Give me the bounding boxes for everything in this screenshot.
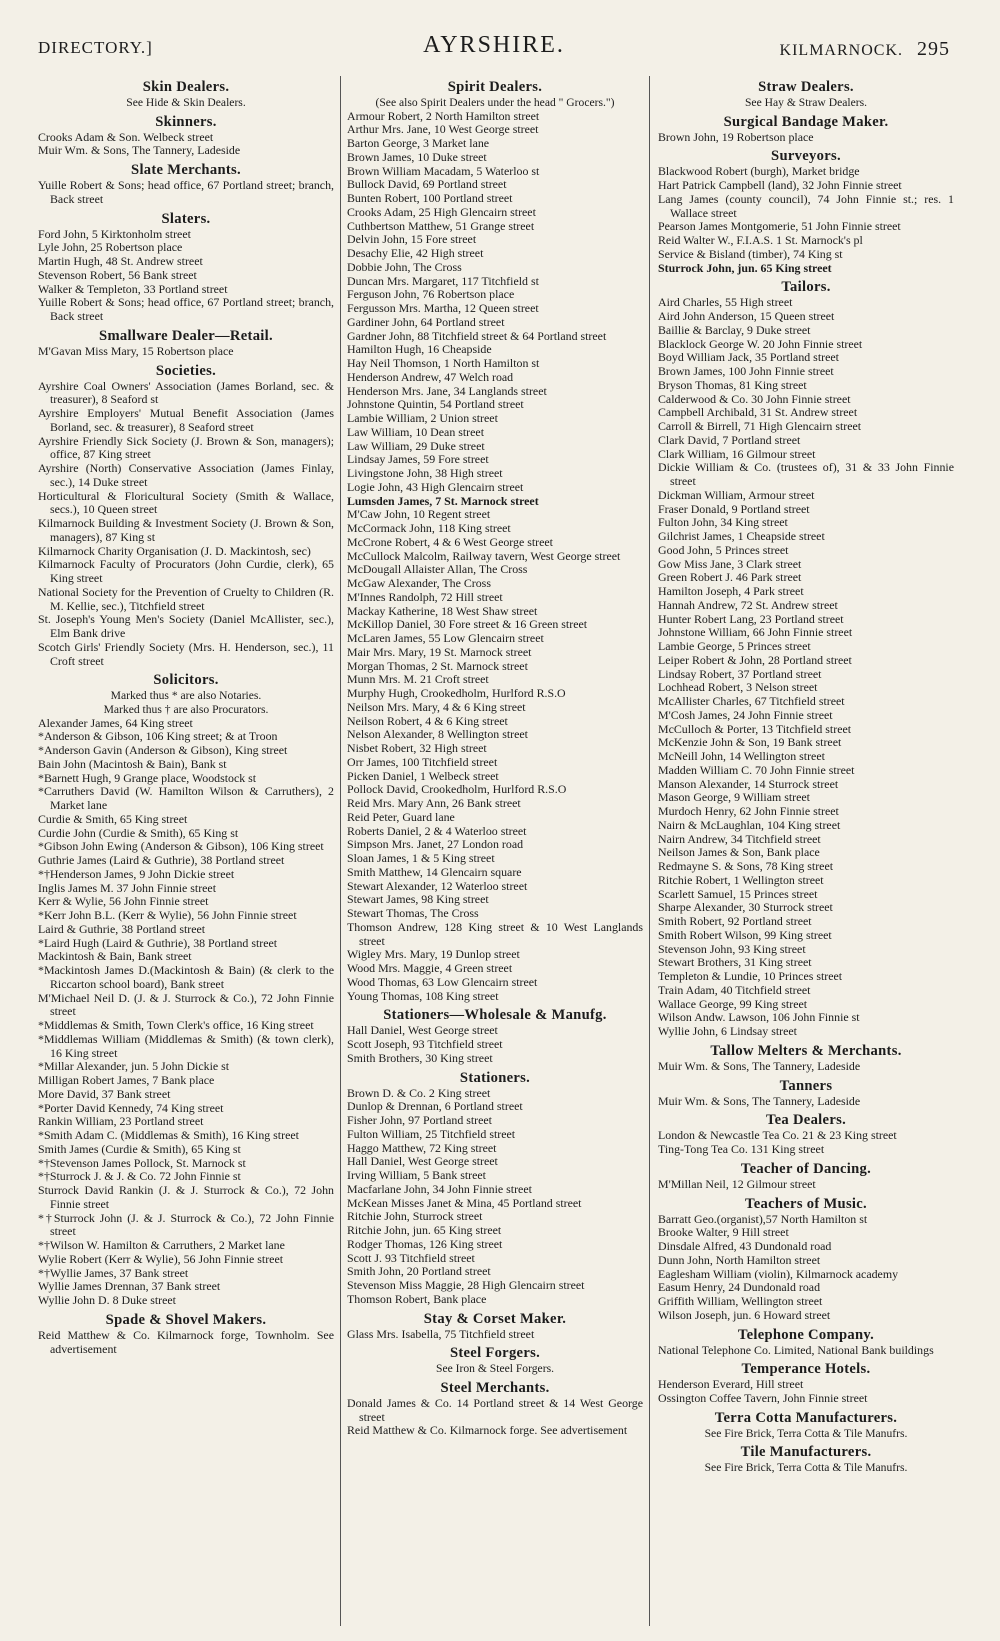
directory-entry: McKillop Daniel, 30 Fore street & 16 Green street	[347, 617, 588, 632]
directory-entry: Sloan James, 1 & 5 King street	[347, 851, 495, 866]
directory-section	[658, 1043, 954, 1074]
directory-section	[38, 211, 334, 324]
directory-section	[658, 79, 954, 110]
directory-entry: Lyle John, 25 Robertson place	[38, 240, 183, 255]
directory-section	[658, 1444, 954, 1475]
section-note: See Hide & Skin Dealers.	[126, 96, 246, 109]
directory-section	[658, 1361, 954, 1406]
directory-entry: Henderson Mrs. Jane, 34 Langlands street	[347, 383, 547, 398]
directory-entry: Simpson Mrs. Janet, 27 London road	[347, 837, 524, 852]
directory-entry: Ting-Tong Tea Co. 131 King street	[658, 1142, 825, 1157]
directory-entry: Ritchie Robert, 1 Wellington street	[658, 872, 824, 887]
directory-entry: Smith Robert, 92 Portland street	[658, 914, 812, 929]
directory-entry: Bullock David, 69 Portland street	[347, 177, 507, 192]
directory-section	[658, 1078, 954, 1109]
section-heading: Stay & Corset Maker.	[423, 1310, 567, 1327]
directory-entry: Wilson Joseph, jun. 6 Howard street	[658, 1307, 831, 1322]
directory-entry: Yuille Robert & Sons; head office, 67 Portland street; branch, Back street	[38, 295, 334, 324]
directory-entry: Laird & Guthrie, 38 Portland street	[38, 921, 206, 936]
section-heading: Straw Dealers.	[758, 79, 854, 95]
directory-entry: Clark William, 16 Gilmour street	[658, 446, 816, 461]
section-heading: Skin Dealers.	[142, 79, 230, 95]
directory-entry: Brown James, 10 Duke street	[347, 149, 487, 164]
directory-entry: Nairn & McLaughlan, 104 King street	[658, 817, 841, 832]
section-heading: Tallow Melters & Merchants.	[710, 1042, 902, 1059]
directory-entry: Thomson Andrew, 128 King street & 10 West Langlands street	[347, 919, 643, 948]
directory-entry: Muir Wm. & Sons, The Tannery, Ladeside	[38, 143, 241, 158]
section-heading: Slate Merchants.	[131, 162, 241, 179]
directory-entry: Scott Joseph, 93 Titchfield street	[347, 1037, 503, 1052]
directory-entry: Hall Daniel, West George street	[347, 1154, 498, 1169]
directory-entry: Dickie William & Co. (trustees of), 31 & 33 John Finnie street	[658, 460, 954, 489]
directory-entry: McGaw Alexander, The Cross	[347, 576, 491, 591]
directory-entry: Scott J. 93 Titchfield street	[347, 1250, 475, 1265]
section-heading: Teacher of Dancing.	[740, 1160, 872, 1177]
directory-section	[658, 1161, 954, 1192]
directory-entry: Henderson Andrew, 47 Welch road	[347, 369, 514, 384]
directory-entry: Ayrshire Coal Owners' Association (James Borland, sec. & treasurer), 8 Seaford st	[38, 378, 334, 407]
section-heading: Tailors.	[781, 279, 831, 296]
directory-entry: Law William, 29 Duke street	[347, 438, 485, 453]
directory-section	[347, 79, 643, 1003]
directory-entry: *Mackintosh James D.(Mackintosh & Bain) (& clerk to the Riccarton school board), Bank street	[38, 963, 334, 991]
directory-entry: Fisher John, 97 Portland street	[347, 1113, 492, 1128]
directory-entry: Donald James & Co. 14 Portland street & 14 West George street	[347, 1395, 643, 1424]
directory-entry: M'Innes Randolph, 72 Hill street	[347, 589, 503, 604]
directory-section	[347, 1380, 643, 1438]
directory-entry: McKean Misses Janet & Mina, 45 Portland street	[347, 1195, 582, 1210]
directory-entry: Lambie William, 2 Union street	[347, 411, 498, 426]
directory-entry: McLaren James, 55 Low Glencairn street	[347, 631, 544, 646]
directory-entry: Bryson Thomas, 81 King street	[658, 377, 807, 392]
directory-entry: Stewart Brothers, 31 King street	[658, 955, 812, 970]
directory-entry: Campbell Archibald, 31 St. Andrew street	[658, 405, 858, 420]
directory-entry: Scotch Girls' Friendly Society (Mrs. H. Henderson, sec.), 11 Croft street	[38, 639, 334, 668]
directory-entry: Hannah Andrew, 72 St. Andrew street	[658, 597, 838, 612]
directory-section	[38, 363, 334, 669]
directory-entry: Wylie Robert (Kerr & Wylie), 56 John Finnie street	[38, 1251, 284, 1266]
directory-entry: Brown John, 19 Robertson place	[658, 129, 814, 144]
directory-entry: *Porter David Kennedy, 74 King street	[38, 1100, 224, 1115]
directory-entry: M'Gavan Miss Mary, 15 Robertson place	[38, 343, 234, 358]
directory-entry: McCrone Robert, 4 & 6 West George street	[347, 534, 553, 549]
directory-section	[38, 79, 334, 110]
directory-entry: Crooks Adam & Son. Welbeck street	[38, 129, 214, 144]
directory-entry: Murdoch Henry, 62 John Finnie street	[658, 804, 839, 819]
directory-entry: Desachy Elie, 42 High street	[347, 246, 484, 261]
directory-entry: Reid Walter W., F.I.A.S. 1 St. Marnock's pl	[658, 233, 863, 248]
directory-entry: *Laird Hugh (Laird & Guthrie), 38 Portland street	[38, 935, 278, 950]
directory-entry: Picken Daniel, 1 Welbeck street	[347, 768, 499, 783]
directory-entry: Stewart Alexander, 12 Waterloo street	[347, 878, 528, 893]
directory-entry: Smith James (Curdie & Smith), 65 King st	[38, 1141, 241, 1156]
directory-entry: Curdie John (Curdie & Smith), 65 King st	[38, 825, 239, 840]
directory-entry: Bain John (Macintosh & Bain), Bank st	[38, 756, 227, 771]
directory-entry: Macfarlane John, 34 John Finnie street	[347, 1181, 532, 1196]
directory-entry: Alexander James, 64 King street	[38, 715, 193, 730]
directory-entry: McCormack John, 118 King street	[347, 521, 511, 536]
section-heading: Spirit Dealers.	[447, 79, 543, 95]
directory-entry: National Telephone Co. Limited, National Bank buildings	[658, 1342, 934, 1357]
directory-entry: Lang James (county council), 74 John Finnie st.; res. 1 Wallace street	[658, 191, 954, 220]
directory-entry: Templeton & Lundie, 10 Princes street	[658, 969, 843, 984]
directory-entry: Fergusson Mrs. Martha, 12 Queen street	[347, 301, 539, 316]
directory-entry: Roberts Daniel, 2 & 4 Waterloo street	[347, 823, 527, 838]
directory-entry: Rankin William, 23 Portland street	[38, 1114, 204, 1129]
directory-entry: Lumsden James, 7 St. Marnock street	[347, 493, 539, 508]
directory-entry: Arthur Mrs. Jane, 10 West George street	[347, 122, 539, 137]
directory-entry: Neilson James & Son, Bank place	[658, 845, 820, 860]
directory-entry: Clark David, 7 Portland street	[658, 432, 801, 447]
directory-entry: Hay Neil Thomson, 1 North Hamilton st	[347, 356, 540, 371]
directory-entry: Stewart James, 98 King street	[347, 892, 489, 907]
directory-entry: Ossington Coffee Tavern, John Finnie street	[658, 1391, 868, 1406]
directory-entry: Kilmarnock Faculty of Procurators (John Curdie, clerk), 65 King street	[38, 557, 334, 586]
directory-entry: Law William, 10 Dean street	[347, 424, 484, 439]
column-2	[340, 76, 650, 1626]
directory-entry: Inglis James M. 37 John Finnie street	[38, 880, 217, 895]
directory-columns	[38, 76, 954, 1626]
directory-entry: Johnstone Quintin, 54 Portland street	[347, 397, 524, 412]
directory-entry: Wyllie James Drennan, 37 Bank street	[38, 1279, 221, 1294]
directory-entry: Madden William C. 70 John Finnie street	[658, 762, 855, 777]
directory-entry: Morgan Thomas, 2 St. Marnock street	[347, 658, 528, 673]
directory-entry: Hart Patrick Campbell (land), 32 John Finnie street	[658, 178, 902, 193]
directory-entry: Reid Mrs. Mary Ann, 26 Bank street	[347, 796, 521, 811]
directory-entry: McDougall Allaister Allan, The Cross	[347, 562, 528, 577]
directory-entry: Martin Hugh, 48 St. Andrew street	[38, 254, 203, 269]
directory-entry: Fulton John, 34 King street	[658, 515, 788, 530]
directory-section	[38, 672, 334, 1307]
directory-entry: *Middlemas & Smith, Town Clerk's office, 16 King street	[38, 1018, 314, 1033]
page-header	[38, 32, 950, 62]
directory-entry: Griffith William, Wellington street	[658, 1294, 823, 1309]
section-note: See Hay & Straw Dealers.	[744, 96, 868, 109]
directory-entry: Walker & Templeton, 33 Portland street	[38, 281, 228, 296]
column-3	[650, 76, 954, 1626]
directory-entry: Nisbet Robert, 32 High street	[347, 741, 487, 756]
directory-entry: Logie John, 43 High Glencairn street	[347, 479, 524, 494]
directory-entry: Nairn Andrew, 34 Titchfield street	[658, 831, 821, 846]
directory-entry: Smith John, 20 Portland street	[347, 1264, 491, 1279]
directory-entry: Kerr & Wylie, 56 John Finnie street	[38, 894, 209, 909]
section-heading: Telephone Company.	[737, 1326, 875, 1343]
running-head-left: DIRECTORY.]	[38, 38, 153, 57]
directory-entry: M'Cosh James, 24 John Finnie street	[658, 707, 833, 722]
directory-entry: Delvin John, 15 Fore street	[347, 232, 477, 247]
section-heading: Surgical Bandage Maker.	[723, 113, 889, 130]
section-note: Marked thus † are also Procurators.	[103, 702, 269, 716]
directory-entry: Curdie & Smith, 65 King street	[38, 811, 188, 826]
directory-entry: Lindsay James, 59 Fore street	[347, 452, 489, 467]
directory-entry: Hall Daniel, West George street	[347, 1023, 498, 1038]
directory-entry: Green Robert J. 46 Park street	[658, 570, 802, 585]
directory-entry: M'Millan Neil, 12 Gilmour street	[658, 1176, 816, 1191]
directory-entry: Brooke Walter, 9 Hill street	[658, 1225, 789, 1240]
directory-entry: Blacklock George W. 20 John Finnie street	[658, 336, 863, 351]
directory-entry: Redmayne S. & Sons, 78 King street	[658, 859, 834, 874]
directory-entry: Boyd William Jack, 35 Portland street	[658, 350, 839, 365]
directory-entry: *†Sturrock John (J. & J. Sturrock & Co.), 72 John Finnie street	[38, 1210, 334, 1239]
directory-entry: Dunlop & Drennan, 6 Portland street	[347, 1099, 523, 1114]
directory-entry: Wyllie John, 6 Lindsay street	[658, 1024, 797, 1039]
directory-entry: Neilson Mrs. Mary, 4 & 6 King street	[347, 699, 526, 714]
section-note: See Iron & Steel Forgers.	[436, 1362, 554, 1376]
directory-entry: Orr James, 100 Titchfield street	[347, 754, 498, 769]
directory-entry: Wigley Mrs. Mary, 19 Dunlop street	[347, 947, 520, 962]
directory-entry: Smith Robert Wilson, 99 King street	[658, 927, 832, 942]
directory-entry: Reid Matthew & Co. Kilmarnock forge. See advertisement	[347, 1423, 628, 1438]
directory-entry: Wilson Andw. Lawson, 106 John Finnie st	[658, 1010, 860, 1025]
directory-entry: Ford John, 5 Kirktonholm street	[38, 226, 191, 241]
directory-entry: Mair Mrs. Mary, 19 St. Marnock street	[347, 644, 532, 659]
section-note: Marked thus * are also Notaries.	[110, 689, 262, 703]
directory-entry: Brown William Macadam, 5 Waterloo st	[347, 163, 540, 178]
directory-entry: *Barnett Hugh, 9 Grange place, Woodstock st	[38, 770, 257, 785]
directory-entry: Pollock David, Crookedholm, Hurlford R.S.O	[347, 782, 567, 797]
directory-entry: Hamilton Hugh, 16 Cheapside	[347, 342, 492, 357]
directory-section	[347, 1007, 643, 1065]
directory-entry: Sturrock David Rankin (J. & J. Sturrock & Co.), 72 John Finnie street	[38, 1183, 334, 1211]
directory-entry: Kilmarnock Building & Investment Society (J. Brown & Son, managers), 87 King st	[38, 516, 334, 544]
directory-entry: Reid Peter, Guard lane	[347, 809, 455, 824]
directory-entry: Kilmarnock Charity Organisation (J. D. Mackintosh, sec)	[38, 543, 311, 558]
section-heading: Tile Manufacturers.	[740, 1444, 872, 1461]
directory-entry: McNeill John, 14 Wellington street	[658, 749, 825, 764]
directory-entry: Good John, 5 Princes street	[658, 542, 789, 557]
directory-entry: Stevenson Robert, 56 Bank street	[38, 267, 197, 282]
directory-entry: Henderson Everard, Hill street	[658, 1377, 804, 1392]
directory-entry: McKenzie John & Son, 19 Bank street	[658, 735, 842, 750]
directory-entry: *Smith Adam C. (Middlemas & Smith), 16 King street	[38, 1128, 299, 1143]
running-head-right	[780, 38, 950, 61]
directory-entry: *Middlemas William (Middlemas & Smith) (& town clerk), 16 King street	[38, 1031, 334, 1060]
directory-entry: Wood Thomas, 63 Low Glencairn street	[347, 974, 538, 989]
directory-entry: *†Henderson James, 9 John Dickie street	[38, 866, 235, 881]
directory-entry: Lochhead Robert, 3 Nelson street	[658, 680, 818, 695]
section-heading: Surveyors.	[771, 148, 841, 165]
directory-entry: National Society for the Prevention of Cruelty to Children (R. M. Kellie, sec.), Titchfield street	[38, 584, 334, 613]
section-heading: Teachers of Music.	[745, 1195, 867, 1212]
directory-entry: Wood Mrs. Maggie, 4 Green street	[347, 961, 513, 976]
directory-entry: Blackwood Robert (burgh), Market bridge	[658, 164, 860, 179]
directory-entry: Service & Bisland (timber), 74 King st	[658, 246, 843, 261]
directory-entry: Brown James, 100 John Finnie street	[658, 364, 834, 379]
directory-entry: Armour Robert, 2 North Hamilton street	[347, 108, 540, 123]
section-heading: Steel Forgers.	[449, 1345, 541, 1362]
directory-section	[658, 1327, 954, 1358]
directory-entry: Murphy Hugh, Crookedholm, Hurlford R.S.O	[347, 686, 566, 701]
section-heading: Tea Dealers.	[765, 1112, 847, 1129]
section-note: See Fire Brick, Terra Cotta & Tile Manufrs.	[704, 1461, 908, 1475]
directory-entry: Muir Wm. & Sons, The Tannery, Ladeside	[658, 1058, 861, 1073]
directory-entry: Barton George, 3 Market lane	[347, 136, 490, 151]
directory-entry: Gardiner John, 64 Portland street	[347, 314, 505, 329]
section-heading: Smallware Dealer—Retail.	[99, 327, 273, 344]
directory-entry: Thomson Robert, Bank place	[347, 1291, 487, 1306]
directory-entry: Scarlett Samuel, 15 Princes street	[658, 886, 818, 901]
directory-entry: Yuille Robert & Sons; head office, 67 Portland street; branch, Back street	[38, 178, 334, 206]
directory-section	[658, 1196, 954, 1323]
directory-entry: Nelson Alexander, 8 Wellington street	[347, 727, 528, 742]
directory-entry: *Gibson John Ewing (Anderson & Gibson), 106 King street	[38, 839, 324, 854]
directory-entry: Ayrshire Friendly Sick Society (J. Brown & Son, managers); office, 87 King street	[38, 433, 334, 462]
directory-entry: Dunn John, North Hamilton street	[658, 1252, 821, 1267]
directory-entry: *Millar Alexander, jun. 5 John Dickie st	[38, 1059, 230, 1074]
directory-entry: Easum Henry, 24 Dundonald road	[658, 1280, 821, 1295]
directory-entry: Hamilton Joseph, 4 Park street	[658, 584, 804, 599]
directory-section	[347, 1311, 643, 1342]
section-heading: Slaters.	[161, 210, 211, 227]
directory-entry: Gilchrist James, 1 Cheapside street	[658, 529, 825, 544]
directory-entry: Stevenson Miss Maggie, 28 High Glencairn street	[347, 1278, 585, 1293]
section-heading: Societies.	[155, 362, 217, 379]
directory-entry: Smith Matthew, 14 Glencairn square	[347, 864, 522, 879]
directory-entry: St. Joseph's Young Men's Society (Daniel McAllister, sec.), Elm Bank drive	[38, 612, 334, 641]
directory-entry: Pearson James Montgomerie, 51 John Finnie street	[658, 219, 901, 234]
section-heading: Stationers.	[459, 1069, 531, 1086]
directory-entry: Mason George, 9 William street	[658, 790, 810, 805]
directory-entry: *†Sturrock J. & J. & Co. 72 John Finnie st	[38, 1169, 241, 1184]
directory-entry: Stewart Thomas, The Cross	[347, 906, 479, 921]
directory-entry: Glass Mrs. Isabella, 75 Titchfield street	[347, 1326, 535, 1341]
directory-entry: Barratt Geo.(organist),57 North Hamilton st	[658, 1211, 868, 1226]
running-head-town: KILMARNOCK.	[779, 42, 903, 59]
directory-entry: Ritchie John, Sturrock street	[347, 1209, 483, 1224]
directory-entry: Eaglesham William (violin), Kilmarnock academy	[658, 1266, 899, 1281]
directory-entry: Train Adam, 40 Titchfield street	[658, 982, 811, 997]
directory-entry: *†Stevenson James Pollock, St. Marnock st	[38, 1155, 246, 1170]
page-number: 295	[917, 38, 950, 60]
directory-entry: Neilson Robert, 4 & 6 King street	[347, 713, 508, 728]
directory-entry: Cuthbertson Matthew, 51 Grange street	[347, 218, 535, 233]
directory-entry: McCulloch & Porter, 13 Titchfield street	[658, 721, 852, 736]
section-note: See Fire Brick, Terra Cotta & Tile Manufrs.	[704, 1426, 908, 1440]
directory-entry: Baillie & Barclay, 9 Duke street	[658, 322, 811, 337]
column-1	[38, 76, 340, 1626]
directory-entry: Mackintosh & Bain, Bank street	[38, 949, 192, 964]
directory-section	[658, 279, 954, 1039]
section-heading: Skinners.	[155, 113, 217, 130]
directory-section	[38, 1312, 334, 1357]
directory-entry: Gow Miss Jane, 3 Clark street	[658, 556, 802, 571]
directory-entry: Dinsdale Alfred, 43 Dundonald road	[658, 1239, 832, 1254]
directory-entry: More David, 37 Bank street	[38, 1086, 171, 1101]
directory-entry: Rodger Thomas, 126 King street	[347, 1236, 503, 1251]
section-heading: Steel Merchants.	[440, 1379, 550, 1396]
directory-entry: Fulton William, 25 Titchfield street	[347, 1126, 516, 1141]
directory-entry: Dobbie John, The Cross	[347, 259, 462, 274]
directory-section	[347, 1345, 643, 1376]
directory-entry: Wallace George, 99 King street	[658, 996, 808, 1011]
directory-entry: Brown D. & Co. 2 King street	[347, 1085, 491, 1100]
directory-entry: Young Thomas, 108 King street	[347, 988, 499, 1003]
directory-section	[658, 148, 954, 275]
directory-entry: Lambie George, 5 Princes street	[658, 639, 811, 654]
section-heading: Tanners	[779, 1077, 833, 1094]
directory-section	[658, 1410, 954, 1441]
section-heading: Stationers—Wholesale & Manufg.	[383, 1007, 607, 1024]
directory-section	[347, 1070, 643, 1307]
directory-entry: Leiper Robert & John, 28 Portland street	[658, 652, 852, 667]
directory-entry: Carroll & Birrell, 71 High Glencairn street	[658, 419, 862, 434]
directory-entry: Stevenson John, 93 King street	[658, 941, 806, 956]
directory-entry: Reid Matthew & Co. Kilmarnock forge, Townholm. See advertisement	[38, 1327, 334, 1356]
section-heading: Spade & Shovel Makers.	[105, 1311, 267, 1328]
directory-entry: Wyllie John D. 8 Duke street	[38, 1293, 176, 1308]
section-heading: Terra Cotta Manufacturers.	[714, 1409, 898, 1426]
section-heading: Temperance Hotels.	[741, 1361, 871, 1378]
directory-entry: Munn Mrs. M. 21 Croft street	[347, 672, 489, 687]
directory-entry: Hunter Robert Lang, 23 Portland street	[658, 611, 844, 626]
directory-entry: Sturrock John, jun. 65 King street	[658, 260, 832, 275]
directory-entry: Ayrshire Employers' Mutual Benefit Association (James Borland, sec. & treasurer), 8 Seaford street	[38, 406, 334, 434]
directory-entry: Ferguson John, 76 Robertson place	[347, 287, 515, 302]
directory-entry: M'Caw John, 10 Regent street	[347, 507, 491, 522]
directory-entry: Manson Alexander, 14 Sturrock street	[658, 776, 839, 791]
directory-entry: Ritchie John, jun. 65 King street	[347, 1223, 502, 1238]
directory-entry: Smith Brothers, 30 King street	[347, 1050, 493, 1065]
directory-entry: Bunten Robert, 100 Portland street	[347, 191, 513, 206]
directory-entry: Duncan Mrs. Margaret, 117 Titchfield st	[347, 273, 539, 288]
directory-entry: Johnstone William, 66 John Finnie street	[658, 625, 853, 640]
directory-entry: *Anderson & Gibson, 106 King street; & at Troon	[38, 729, 278, 744]
directory-entry: M'Michael Neil D. (J. & J. Sturrock & Co.), 72 John Finnie street	[38, 990, 334, 1019]
directory-entry: Dickman William, Armour street	[658, 487, 815, 502]
directory-entry: Crooks Adam, 25 High Glencairn street	[347, 204, 536, 219]
directory-entry: *Kerr John B.L. (Kerr & Wylie), 56 John Finnie street	[38, 908, 297, 923]
running-head-county: AYRSHIRE.	[423, 32, 565, 58]
directory-entry: Guthrie James (Laird & Guthrie), 38 Portland street	[38, 853, 285, 868]
directory-section	[38, 162, 334, 207]
directory-entry: London & Newcastle Tea Co. 21 & 23 King street	[658, 1128, 897, 1143]
directory-entry: McCullock Malcolm, Railway tavern, West George street	[347, 548, 621, 563]
directory-entry: Lindsay Robert, 37 Portland street	[658, 666, 822, 681]
directory-entry: *Anderson Gavin (Anderson & Gibson), King street	[38, 743, 288, 758]
directory-entry: Mackay Katherine, 18 West Shaw street	[347, 603, 538, 618]
directory-entry: Ayrshire (North) Conservative Association (James Finlay, sec.), 14 Duke street	[38, 461, 334, 489]
directory-entry: Horticultural & Floricultural Society (Smith & Wallace, secs.), 10 Queen street	[38, 488, 334, 517]
directory-entry: Sharpe Alexander, 30 Sturrock street	[658, 900, 833, 915]
directory-entry: Haggo Matthew, 72 King street	[347, 1140, 497, 1155]
directory-entry: Irving William, 5 Bank street	[347, 1168, 486, 1183]
section-heading: Solicitors.	[153, 672, 219, 689]
directory-section	[658, 114, 954, 145]
directory-entry: Fraser Donald, 9 Portland street	[658, 501, 810, 516]
section-note: (See also Spirit Dealers under the head " Grocers.")	[375, 96, 615, 109]
directory-section	[38, 328, 334, 359]
directory-entry: Aird Charles, 55 High street	[658, 295, 793, 310]
directory-entry: *†Wyllie James, 37 Bank street	[38, 1265, 189, 1280]
directory-entry: *Carruthers David (W. Hamilton Wilson & Carruthers), 2 Market lane	[38, 784, 334, 813]
directory-entry: Muir Wm. & Sons, The Tannery, Ladeside	[658, 1093, 861, 1108]
directory-entry: Calderwood & Co. 30 John Finnie street	[658, 391, 851, 406]
directory-entry: McAllister Charles, 67 Titchfield street	[658, 694, 845, 709]
directory-entry: Livingstone John, 38 High street	[347, 466, 503, 481]
directory-entry: Aird John Anderson, 15 Queen street	[658, 309, 835, 324]
directory-section	[658, 1112, 954, 1157]
directory-entry: *†Wilson W. Hamilton & Carruthers, 2 Market lane	[38, 1238, 285, 1253]
directory-entry: Milligan Robert James, 7 Bank place	[38, 1073, 215, 1088]
directory-entry: Gardner John, 88 Titchfield street & 64 Portland street	[347, 328, 607, 343]
directory-section	[38, 114, 334, 159]
